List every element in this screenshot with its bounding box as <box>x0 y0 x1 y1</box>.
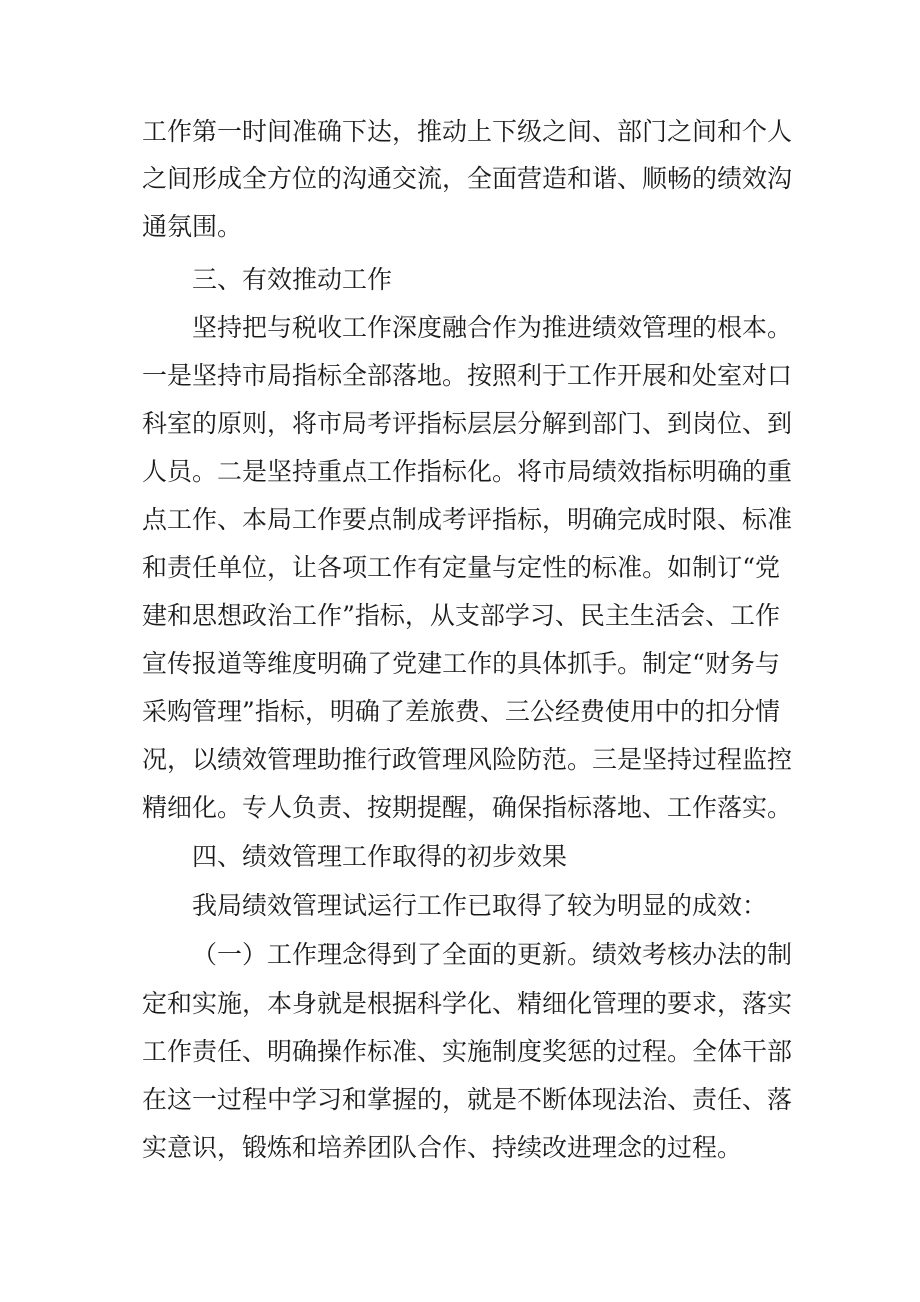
text-line: 和责任单位，让各项工作有定量与定性的标准。如制订“党 <box>142 553 780 582</box>
text-line: 宣传报道等维度明确了党建工作的具体抓手。制定“财务与 <box>142 649 780 678</box>
text-line: 况，以绩效管理助推行政管理风险防范。三是坚持过程监控 <box>142 745 793 774</box>
text-line: 工作责任、明确操作标准、实施制度奖惩的过程。全体干部 <box>142 1037 793 1066</box>
text-line: 之间形成全方位的沟通交流，全面营造和谐、顺畅的绩效沟 <box>142 164 793 193</box>
text-line: 人员。二是坚持重点工作指标化。将市局绩效指标明确的重 <box>142 457 793 486</box>
text-line: 精细化。专人负责、按期提醒，确保指标落地、工作落实。 <box>142 793 793 822</box>
text-line: 科室的原则，将市局考评指标层层分解到部门、到岗位、到 <box>142 409 793 438</box>
text-line: 通氛围。 <box>142 212 243 241</box>
text-line: 工作第一时间准确下达，推动上下级之间、部门之间和个人 <box>142 117 793 146</box>
text-line: 实意识，锻炼和培养团队合作、持续改进理念的过程。 <box>142 1133 743 1162</box>
paragraph-first-line: 我局绩效管理试运行工作已取得了较为明显的成效： <box>192 891 768 920</box>
text-line: 一是坚持市局指标全部落地。按照利于工作开展和处室对口 <box>142 361 793 390</box>
section-heading: 三、有效推动工作 <box>192 265 393 294</box>
text-line: 定和实施，本身就是根据科学化、精细化管理的要求，落实 <box>142 989 793 1018</box>
paragraph-first-line: 坚持把与税收工作深度融合作为推进绩效管理的根本。 <box>192 313 793 342</box>
section-heading: 四、绩效管理工作取得的初步效果 <box>192 842 568 871</box>
paragraph-first-line: （一）工作理念得到了全面的更新。绩效考核办法的制 <box>192 940 793 969</box>
text-line: 采购管理”指标，明确了差旅费、三公经费使用中的扣分情 <box>142 697 780 726</box>
text-line: 在这一过程中学习和掌握的，就是不断体现法治、责任、落 <box>142 1085 793 1114</box>
text-line: 建和思想政治工作”指标，从支部学习、民主生活会、工作 <box>142 601 780 630</box>
text-line: 点工作、本局工作要点制成考评指标，明确完成时限、标准 <box>142 505 793 534</box>
